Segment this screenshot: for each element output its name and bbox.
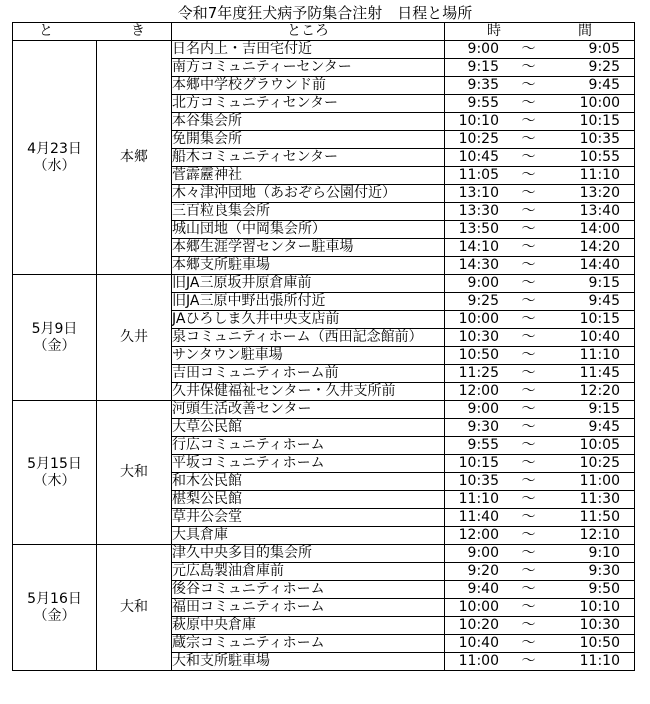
tilde-separator: ～ [521,509,536,525]
end-time: 14:40 [579,257,620,273]
place-cell: 大草公民館 [172,419,445,437]
tilde-separator: ～ [521,383,536,399]
end-time: 10:25 [579,455,620,471]
end-time: 11:45 [579,365,620,381]
time-cell [445,383,635,401]
start-time: 9:00 [467,275,499,291]
date-text: 5月15日 [27,455,82,472]
end-time: 10:40 [579,329,620,345]
tilde-separator: ～ [521,635,536,651]
start-time: 12:00 [458,527,499,543]
time-cell [445,527,635,545]
tilde-separator: ～ [521,473,536,489]
place-cell: 泉コミュニティホーム（西田記念館前） [172,329,445,347]
tilde-separator: ～ [521,95,536,111]
tilde-separator: ～ [521,599,536,615]
time-cell [445,149,635,167]
place-cell: 三百粒良集会所 [172,203,445,221]
weekday-text: （金） [33,337,76,354]
end-time: 10:15 [579,311,620,327]
place-cell: 本郷支所駐車場 [172,257,445,275]
time-cell [445,419,635,437]
start-time: 9:15 [467,59,499,75]
start-time: 9:35 [467,77,499,93]
place-cell: 吉田コミュニティホーム前 [172,365,445,383]
time-cell [445,113,635,131]
header-when [13,23,172,41]
end-time: 11:10 [579,653,620,669]
tilde-separator: ～ [521,59,536,75]
header-where: ところ [172,23,445,41]
date-cell [13,275,97,401]
place-cell: 大具倉庫 [172,527,445,545]
start-time: 13:10 [458,185,499,201]
tilde-separator: ～ [521,455,536,471]
start-time: 10:00 [458,311,499,327]
end-time: 10:55 [579,149,620,165]
start-time: 10:35 [458,473,499,489]
end-time: 9:25 [588,59,620,75]
time-cell [445,401,635,419]
schedule-row [13,401,635,419]
time-cell [445,653,635,671]
end-time: 9:15 [588,275,620,291]
end-time: 10:00 [579,95,620,111]
time-cell [445,365,635,383]
place-cell: 河頭生活改善センター [172,401,445,419]
place-cell: 木々津沖団地（あおぞら公園付近） [172,185,445,203]
place-cell: 行広コミュニティホーム [172,437,445,455]
place-cell: 草井公会堂 [172,509,445,527]
place-cell: 元広島製油倉庫前 [172,563,445,581]
start-time: 11:00 [458,653,499,669]
date-text: 4月23日 [27,140,82,157]
time-cell [445,455,635,473]
start-time: 9:00 [467,545,499,561]
area-cell: 大和 [97,401,172,545]
place-cell: 本谷集会所 [172,113,445,131]
area-cell: 久井 [97,275,172,401]
place-cell: 免開集会所 [172,131,445,149]
time-cell [445,257,635,275]
place-cell: 萩原中央倉庫 [172,617,445,635]
end-time: 9:45 [588,293,620,309]
end-time: 10:30 [579,617,620,633]
start-time: 9:00 [467,401,499,417]
start-time: 9:25 [467,293,499,309]
tilde-separator: ～ [521,203,536,219]
tilde-separator: ～ [521,401,536,417]
end-time: 11:00 [579,473,620,489]
end-time: 11:10 [579,167,620,183]
place-cell: 久井保健福祉センター・久井支所前 [172,383,445,401]
time-cell [445,41,635,59]
place-cell: 北方コミュニティセンター [172,95,445,113]
time-cell [445,275,635,293]
time-cell [445,77,635,95]
tilde-separator: ～ [521,167,536,183]
schedule-row [13,545,635,563]
start-time: 9:00 [467,41,499,57]
place-cell: 南方コミュニティーセンター [172,59,445,77]
place-cell: JAひろしま久井中央支店前 [172,311,445,329]
tilde-separator: ～ [521,41,536,57]
end-time: 10:50 [579,635,620,651]
date-text: 5月16日 [27,590,82,607]
schedule-body [13,23,635,671]
place-cell: 船木コミュニティセンター [172,149,445,167]
date-cell [13,545,97,671]
start-time: 11:10 [458,491,499,507]
tilde-separator: ～ [521,257,536,273]
schedule-row [13,275,635,293]
time-cell [445,239,635,257]
place-cell: 蔵宗コミュニティホーム [172,635,445,653]
place-cell: 城山団地（中岡集会所） [172,221,445,239]
time-cell [445,221,635,239]
start-time: 10:10 [458,113,499,129]
start-time: 9:55 [467,95,499,111]
tilde-separator: ～ [521,77,536,93]
time-cell [445,599,635,617]
time-cell [445,635,635,653]
end-time: 11:10 [579,347,620,363]
place-cell: サンタウン駐車場 [172,347,445,365]
time-cell [445,95,635,113]
tilde-separator: ～ [521,617,536,633]
header-row [13,23,635,41]
header-time-2: 間 [578,23,592,39]
tilde-separator: ～ [521,329,536,345]
place-cell: 津久中央多目的集会所 [172,545,445,563]
tilde-separator: ～ [521,581,536,597]
place-cell: 旧JA三原坂井原倉庫前 [172,275,445,293]
time-cell [445,329,635,347]
header-when-2: き [131,23,145,39]
start-time: 10:15 [458,455,499,471]
tilde-separator: ～ [521,545,536,561]
time-cell [445,617,635,635]
start-time: 10:30 [458,329,499,345]
place-cell: 旧JA三原中野出張所付近 [172,293,445,311]
tilde-separator: ～ [521,275,536,291]
start-time: 12:00 [458,383,499,399]
date-text: 5月9日 [31,320,78,337]
weekday-text: （水） [33,157,76,174]
end-time: 9:45 [588,419,620,435]
end-time: 9:30 [588,563,620,579]
tilde-separator: ～ [521,149,536,165]
end-time: 12:10 [579,527,620,543]
end-time: 11:30 [579,491,620,507]
schedule-table [12,22,635,671]
place-cell: 後谷コミュニティホーム [172,581,445,599]
area-cell: 大和 [97,545,172,671]
place-cell: 和木公民館 [172,473,445,491]
time-cell [445,491,635,509]
end-time: 10:10 [579,599,620,615]
end-time: 13:40 [579,203,620,219]
area-cell: 本郷 [97,41,172,275]
place-cell: 菅霹靂神社 [172,167,445,185]
start-time: 11:40 [458,509,499,525]
start-time: 14:30 [458,257,499,273]
time-cell [445,347,635,365]
tilde-separator: ～ [521,437,536,453]
tilde-separator: ～ [521,113,536,129]
schedule-row [13,41,635,59]
header-time-1: 時 [487,23,501,39]
start-time: 10:25 [458,131,499,147]
end-time: 9:10 [588,545,620,561]
tilde-separator: ～ [521,491,536,507]
tilde-separator: ～ [521,239,536,255]
time-cell [445,131,635,149]
tilde-separator: ～ [521,563,536,579]
end-time: 11:50 [579,509,620,525]
place-cell: 福田コミュニティホーム [172,599,445,617]
time-cell [445,437,635,455]
tilde-separator: ～ [521,221,536,237]
start-time: 9:40 [467,581,499,597]
tilde-separator: ～ [521,365,536,381]
end-time: 9:50 [588,581,620,597]
place-cell: 本郷中学校グラウンド前 [172,77,445,95]
tilde-separator: ～ [521,293,536,309]
header-when-1: と [39,23,53,39]
tilde-separator: ～ [521,311,536,327]
time-cell [445,293,635,311]
end-time: 14:20 [579,239,620,255]
end-time: 10:35 [579,131,620,147]
start-time: 11:25 [458,365,499,381]
tilde-separator: ～ [521,653,536,669]
document-title: 令和7年度狂犬病予防集合注射 日程と場所 [177,4,473,22]
start-time: 9:20 [467,563,499,579]
end-time: 9:45 [588,77,620,93]
time-cell [445,59,635,77]
time-cell [445,545,635,563]
time-cell [445,473,635,491]
start-time: 14:10 [458,239,499,255]
time-cell [445,185,635,203]
end-time: 9:05 [588,41,620,57]
start-time: 13:50 [458,221,499,237]
time-cell [445,167,635,185]
start-time: 10:00 [458,599,499,615]
weekday-text: （木） [33,472,76,489]
time-cell [445,581,635,599]
start-time: 10:20 [458,617,499,633]
place-cell: 椹梨公民館 [172,491,445,509]
time-cell [445,311,635,329]
start-time: 10:40 [458,635,499,651]
time-cell [445,203,635,221]
tilde-separator: ～ [521,185,536,201]
place-cell: 本郷生涯学習センター駐車場 [172,239,445,257]
end-time: 14:00 [579,221,620,237]
end-time: 10:15 [579,113,620,129]
start-time: 11:05 [458,167,499,183]
date-cell [13,41,97,275]
time-cell [445,509,635,527]
weekday-text: （金） [33,607,76,624]
start-time: 10:45 [458,149,499,165]
place-cell: 平坂コミュニティホーム [172,455,445,473]
time-cell [445,563,635,581]
tilde-separator: ～ [521,527,536,543]
start-time: 13:30 [458,203,499,219]
tilde-separator: ～ [521,131,536,147]
place-cell: 大和支所駐車場 [172,653,445,671]
date-cell [13,401,97,545]
end-time: 9:15 [588,401,620,417]
start-time: 9:55 [467,437,499,453]
end-time: 13:20 [579,185,620,201]
end-time: 12:20 [579,383,620,399]
header-time [445,23,635,41]
place-cell: 日名内上・吉田宅付近 [172,41,445,59]
end-time: 10:05 [579,437,620,453]
start-time: 9:30 [467,419,499,435]
start-time: 10:50 [458,347,499,363]
tilde-separator: ～ [521,347,536,363]
tilde-separator: ～ [521,419,536,435]
